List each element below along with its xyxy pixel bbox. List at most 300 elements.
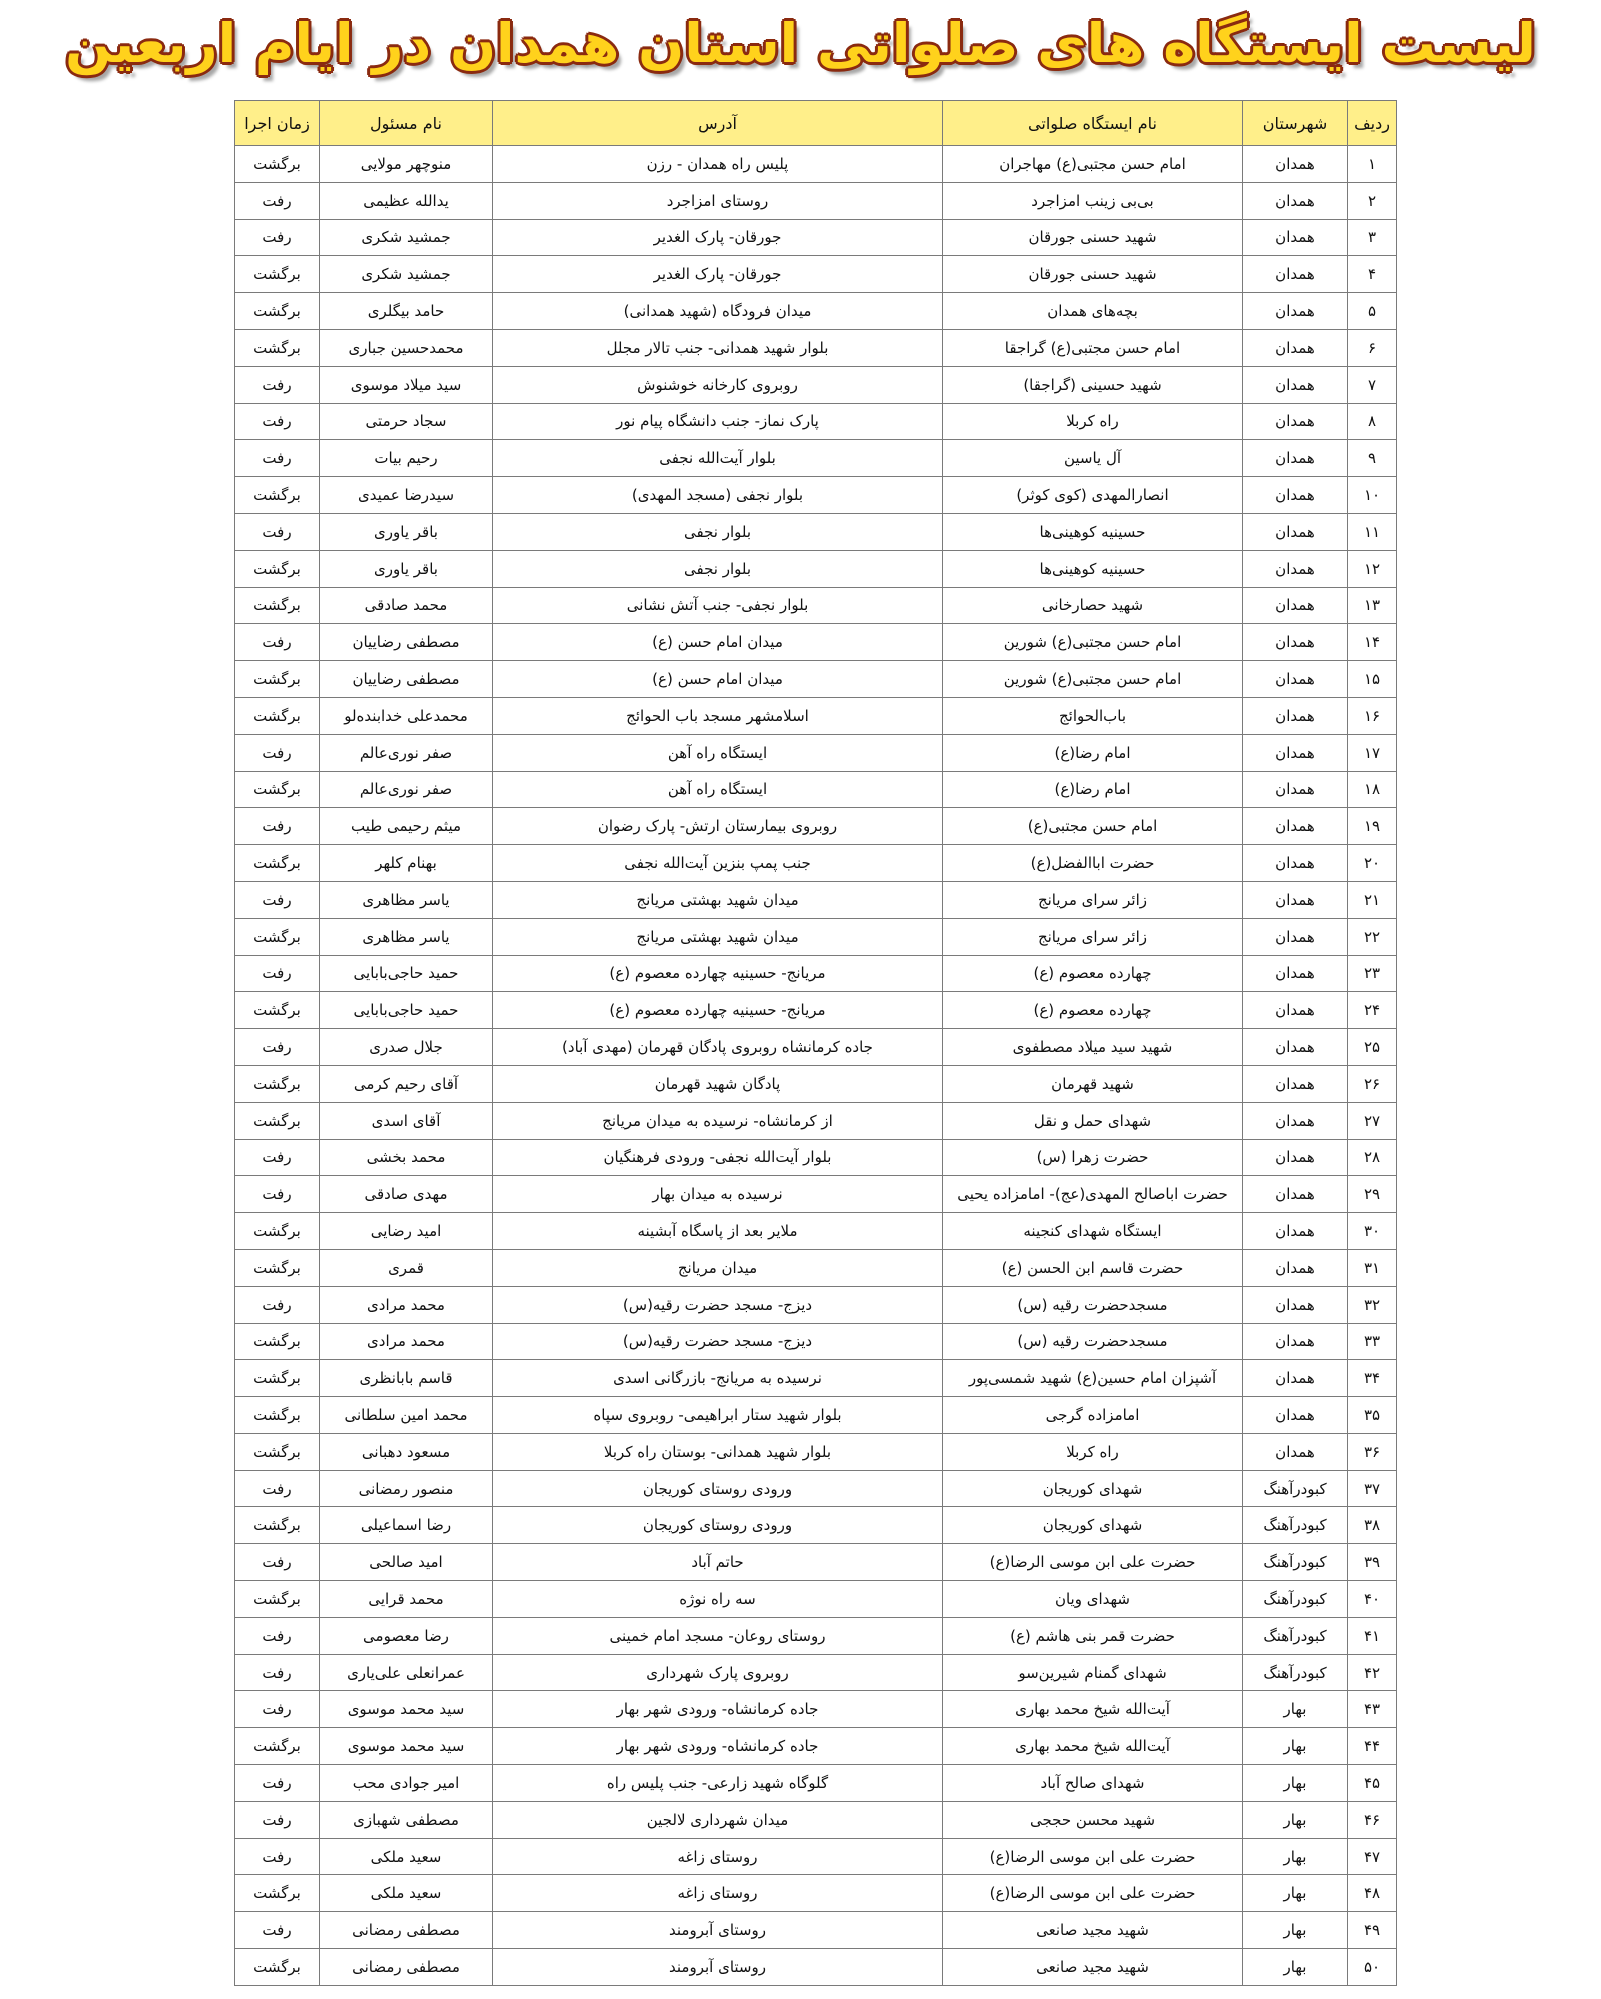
cell-time: رفت [235, 182, 320, 219]
cell-person: منصور رمضانی [320, 1470, 493, 1507]
table-row [235, 1139, 1397, 1176]
table-row [235, 1728, 1397, 1765]
cell-person: رحیم بیات [320, 440, 493, 477]
cell-address: روستای امزاجرد [493, 182, 943, 219]
cell-time: رفت [235, 1617, 320, 1654]
cell-index: ۳۱ [1348, 1249, 1397, 1286]
cell-person: سید محمد موسوی [320, 1691, 493, 1728]
cell-index: ۳ [1348, 219, 1397, 256]
cell-city: همدان [1243, 1360, 1348, 1397]
cell-index: ۳۵ [1348, 1397, 1397, 1434]
cell-station: شهید حسنی جورقان [943, 219, 1243, 256]
cell-time: برگشت [235, 1065, 320, 1102]
cell-person: مهدی صادقی [320, 1176, 493, 1213]
table-row [235, 1286, 1397, 1323]
cell-address: روبروی کارخانه خوشنوش [493, 366, 943, 403]
cell-time: برگشت [235, 550, 320, 587]
cell-time: برگشت [235, 256, 320, 293]
cell-city: همدان [1243, 1323, 1348, 1360]
stations-table [234, 100, 1397, 1986]
table-row [235, 256, 1397, 293]
cell-address: ملایر بعد از پاسگاه آبشینه [493, 1213, 943, 1250]
cell-time: برگشت [235, 918, 320, 955]
cell-time: برگشت [235, 1433, 320, 1470]
header-city: شهرستان [1243, 101, 1348, 146]
cell-time: رفت [235, 955, 320, 992]
cell-index: ۳۲ [1348, 1286, 1397, 1323]
cell-address: مریانج- حسینیه چهارده معصوم (ع) [493, 992, 943, 1029]
cell-station: باب‌الحوائج [943, 697, 1243, 734]
cell-city: بهار [1243, 1875, 1348, 1912]
cell-station: شهدای گمنام شیرین‌سو [943, 1654, 1243, 1691]
cell-time: رفت [235, 219, 320, 256]
cell-time: رفت [235, 1544, 320, 1581]
cell-address: بلوار آیت‌الله نجفی [493, 440, 943, 477]
cell-time: برگشت [235, 1875, 320, 1912]
cell-person: محمد بخشی [320, 1139, 493, 1176]
cell-index: ۲۰ [1348, 845, 1397, 882]
cell-index: ۴۳ [1348, 1691, 1397, 1728]
cell-address: دیزج- مسجد حضرت رقیه(س) [493, 1286, 943, 1323]
cell-time: برگشت [235, 1102, 320, 1139]
table-row [235, 440, 1397, 477]
cell-time: رفت [235, 1691, 320, 1728]
cell-time: رفت [235, 1765, 320, 1802]
header-station: نام ایستگاه صلواتی [943, 101, 1243, 146]
cell-person: جمشید شکری [320, 219, 493, 256]
cell-person: رضا اسماعیلی [320, 1507, 493, 1544]
cell-address: نرسیده به مریانج- بازرگانی اسدی [493, 1360, 943, 1397]
header-time: زمان اجرا [235, 101, 320, 146]
cell-address: دیزج- مسجد حضرت رقیه(س) [493, 1323, 943, 1360]
cell-city: همدان [1243, 771, 1348, 808]
cell-station: بچه‌های همدان [943, 293, 1243, 330]
table-row [235, 1801, 1397, 1838]
cell-station: زائر سرای مریانج [943, 881, 1243, 918]
table-row [235, 1875, 1397, 1912]
cell-person: امید صالحی [320, 1544, 493, 1581]
cell-address: روبروی بیمارستان ارتش- پارک رضوان [493, 808, 943, 845]
table-row [235, 182, 1397, 219]
cell-city: همدان [1243, 1433, 1348, 1470]
cell-time: رفت [235, 403, 320, 440]
cell-city: بهار [1243, 1765, 1348, 1802]
cell-time: برگشت [235, 477, 320, 514]
cell-time: رفت [235, 1029, 320, 1066]
cell-index: ۱۸ [1348, 771, 1397, 808]
table-row [235, 1765, 1397, 1802]
table-row [235, 1691, 1397, 1728]
cell-city: همدان [1243, 513, 1348, 550]
table-row [235, 1029, 1397, 1066]
cell-time: رفت [235, 624, 320, 661]
page-title: لیست ایستگاه های صلواتی استان همدان در ایام اربعین [65, 12, 1536, 75]
cell-city: همدان [1243, 845, 1348, 882]
cell-city: همدان [1243, 697, 1348, 734]
cell-city: همدان [1243, 550, 1348, 587]
cell-index: ۲۶ [1348, 1065, 1397, 1102]
cell-person: یاسر مظاهری [320, 881, 493, 918]
cell-station: امام حسن مجتبی(ع) [943, 808, 1243, 845]
cell-station: حسینیه کوهینی‌ها [943, 513, 1243, 550]
cell-station: آل یاسین [943, 440, 1243, 477]
cell-city: همدان [1243, 219, 1348, 256]
cell-time: برگشت [235, 697, 320, 734]
table-header-row [235, 101, 1397, 146]
cell-address: میدان شهرداری لالجین [493, 1801, 943, 1838]
cell-address: جاده کرمانشاه- ورودی شهر بهار [493, 1728, 943, 1765]
cell-index: ۳۷ [1348, 1470, 1397, 1507]
table-row [235, 1838, 1397, 1875]
cell-time: رفت [235, 1801, 320, 1838]
cell-city: همدان [1243, 1029, 1348, 1066]
cell-station: ایستگاه شهدای کنجینه [943, 1213, 1243, 1250]
cell-city: همدان [1243, 1213, 1348, 1250]
cell-index: ۹ [1348, 440, 1397, 477]
cell-address: بلوار نجفی (مسجد المهدی) [493, 477, 943, 514]
cell-station: شهید حصارخانی [943, 587, 1243, 624]
cell-index: ۳۰ [1348, 1213, 1397, 1250]
cell-person: سید میلاد موسوی [320, 366, 493, 403]
cell-time: برگشت [235, 845, 320, 882]
cell-address: روستای زاغه [493, 1875, 943, 1912]
cell-address: حاتم آباد [493, 1544, 943, 1581]
cell-time: رفت [235, 1654, 320, 1691]
cell-station: حضرت اباالفضل(ع) [943, 845, 1243, 882]
cell-city: کبودرآهنگ [1243, 1654, 1348, 1691]
cell-station: آشپزان امام حسین(ع) شهید شمسی‌پور [943, 1360, 1243, 1397]
cell-time: برگشت [235, 587, 320, 624]
table-row [235, 550, 1397, 587]
cell-person: حامد بیگلری [320, 293, 493, 330]
cell-address: روستای آبرومند [493, 1949, 943, 1986]
cell-address: بلوار نجفی- جنب آتش نشانی [493, 587, 943, 624]
cell-city: همدان [1243, 1102, 1348, 1139]
cell-person: قمری [320, 1249, 493, 1286]
cell-person: صفر نوری‌عالم [320, 734, 493, 771]
cell-index: ۴۲ [1348, 1654, 1397, 1691]
cell-city: همدان [1243, 587, 1348, 624]
cell-index: ۴۸ [1348, 1875, 1397, 1912]
cell-index: ۲۷ [1348, 1102, 1397, 1139]
cell-person: یدالله عظیمی [320, 182, 493, 219]
cell-time: رفت [235, 734, 320, 771]
cell-city: بهار [1243, 1728, 1348, 1765]
cell-index: ۱۵ [1348, 661, 1397, 698]
cell-address: بلوار شهید همدانی- جنب تالار مجلل [493, 329, 943, 366]
cell-address: مریانج- حسینیه چهارده معصوم (ع) [493, 955, 943, 992]
cell-station: آیت‌الله شیخ محمد بهاری [943, 1691, 1243, 1728]
cell-station: حضرت قمر بنی هاشم (ع) [943, 1617, 1243, 1654]
cell-city: همدان [1243, 182, 1348, 219]
cell-city: همدان [1243, 1249, 1348, 1286]
cell-index: ۱۱ [1348, 513, 1397, 550]
table-row [235, 661, 1397, 698]
cell-city: همدان [1243, 293, 1348, 330]
cell-station: چهارده معصوم (ع) [943, 992, 1243, 1029]
cell-station: بی‌بی زینب امزاجرد [943, 182, 1243, 219]
cell-index: ۱۶ [1348, 697, 1397, 734]
cell-city: کبودرآهنگ [1243, 1617, 1348, 1654]
table-row [235, 918, 1397, 955]
cell-index: ۱۴ [1348, 624, 1397, 661]
cell-index: ۴۷ [1348, 1838, 1397, 1875]
cell-person: سیدرضا عمیدی [320, 477, 493, 514]
cell-person: رضا معصومی [320, 1617, 493, 1654]
cell-index: ۴۵ [1348, 1765, 1397, 1802]
cell-person: سجاد حرمتی [320, 403, 493, 440]
cell-person: حمید حاجی‌بابایی [320, 992, 493, 1029]
cell-person: محمد قرایی [320, 1581, 493, 1618]
table-row [235, 1654, 1397, 1691]
cell-address: ایستگاه راه آهن [493, 734, 943, 771]
cell-city: همدان [1243, 1065, 1348, 1102]
table-row [235, 477, 1397, 514]
cell-address: ایستگاه راه آهن [493, 771, 943, 808]
cell-address: سه راه نوژه [493, 1581, 943, 1618]
cell-person: مصطفی رضاییان [320, 661, 493, 698]
cell-station: حضرت علی ابن موسی الرضا(ع) [943, 1838, 1243, 1875]
cell-person: عمرانعلی علی‌یاری [320, 1654, 493, 1691]
table-row [235, 1213, 1397, 1250]
cell-station: شهید محسن حججی [943, 1801, 1243, 1838]
cell-address: میدان مریانج [493, 1249, 943, 1286]
cell-index: ۲۵ [1348, 1029, 1397, 1066]
table-row [235, 697, 1397, 734]
cell-address: میدان شهید بهشتی مریانج [493, 881, 943, 918]
cell-address: میدان شهید بهشتی مریانج [493, 918, 943, 955]
cell-index: ۲۸ [1348, 1139, 1397, 1176]
cell-address: پلیس راه همدان - رزن [493, 146, 943, 183]
table-row [235, 845, 1397, 882]
cell-index: ۲۱ [1348, 881, 1397, 918]
table-row [235, 329, 1397, 366]
cell-station: امام رضا(ع) [943, 734, 1243, 771]
cell-city: همدان [1243, 329, 1348, 366]
cell-address: روستای روعان- مسجد امام خمینی [493, 1617, 943, 1654]
cell-station: مسجدحضرت رقیه (س) [943, 1286, 1243, 1323]
cell-station: شهید مجید صانعی [943, 1912, 1243, 1949]
cell-time: برگشت [235, 661, 320, 698]
cell-station: شهدای صالح آباد [943, 1765, 1243, 1802]
cell-address: ورودی روستای کوریجان [493, 1470, 943, 1507]
cell-person: مسعود دهبانی [320, 1433, 493, 1470]
cell-station: چهارده معصوم (ع) [943, 955, 1243, 992]
cell-city: همدان [1243, 1286, 1348, 1323]
cell-index: ۱۹ [1348, 808, 1397, 845]
cell-address: بلوار نجفی [493, 513, 943, 550]
cell-person: مصطفی رضاییان [320, 624, 493, 661]
cell-person: آقای اسدی [320, 1102, 493, 1139]
cell-address: گلوگاه شهید زارعی- جنب پلیس راه [493, 1765, 943, 1802]
cell-index: ۷ [1348, 366, 1397, 403]
cell-person: سعید ملکی [320, 1875, 493, 1912]
cell-station: زائر سرای مریانج [943, 918, 1243, 955]
cell-index: ۳۳ [1348, 1323, 1397, 1360]
cell-person: یاسر مظاهری [320, 918, 493, 955]
cell-index: ۴۴ [1348, 1728, 1397, 1765]
cell-person: محمد مرادی [320, 1286, 493, 1323]
cell-person: سید محمد موسوی [320, 1728, 493, 1765]
cell-address: اسلامشهر مسجد باب الحوائج [493, 697, 943, 734]
cell-station: شهید حسنی جورقان [943, 256, 1243, 293]
stations-table-container [234, 100, 1396, 1986]
cell-time: برگشت [235, 1360, 320, 1397]
cell-index: ۳۸ [1348, 1507, 1397, 1544]
cell-time: رفت [235, 1139, 320, 1176]
cell-station: شهدای ویان [943, 1581, 1243, 1618]
cell-address: بلوار نجفی [493, 550, 943, 587]
cell-index: ۶ [1348, 329, 1397, 366]
cell-time: رفت [235, 366, 320, 403]
cell-station: شهدای کوریجان [943, 1470, 1243, 1507]
table-row [235, 1249, 1397, 1286]
table-row [235, 955, 1397, 992]
cell-person: بهنام کلهر [320, 845, 493, 882]
cell-person: امید رضایی [320, 1213, 493, 1250]
cell-time: رفت [235, 440, 320, 477]
cell-person: محمدعلی خدابنده‌لو [320, 697, 493, 734]
cell-city: همدان [1243, 808, 1348, 845]
cell-city: همدان [1243, 881, 1348, 918]
cell-city: بهار [1243, 1801, 1348, 1838]
cell-time: رفت [235, 1176, 320, 1213]
cell-person: جمشید شکری [320, 256, 493, 293]
header-person: نام مسئول [320, 101, 493, 146]
table-row [235, 1176, 1397, 1213]
cell-time: رفت [235, 1912, 320, 1949]
cell-person: صفر نوری‌عالم [320, 771, 493, 808]
cell-address: جاده کرمانشاه- ورودی شهر بهار [493, 1691, 943, 1728]
table-row [235, 1949, 1397, 1986]
table-row [235, 881, 1397, 918]
cell-index: ۲۴ [1348, 992, 1397, 1029]
cell-address: جورقان- پارک الغدیر [493, 256, 943, 293]
cell-station: امام رضا(ع) [943, 771, 1243, 808]
cell-index: ۱۳ [1348, 587, 1397, 624]
table-row [235, 587, 1397, 624]
cell-address: میدان امام حسن (ع) [493, 624, 943, 661]
cell-address: میدان فرودگاه (شهید همدانی) [493, 293, 943, 330]
cell-time: برگشت [235, 992, 320, 1029]
cell-city: همدان [1243, 1397, 1348, 1434]
cell-station: حضرت قاسم ابن الحسن (ع) [943, 1249, 1243, 1286]
cell-city: همدان [1243, 624, 1348, 661]
cell-person: حمید حاجی‌بابایی [320, 955, 493, 992]
cell-person: امیر جوادی محب [320, 1765, 493, 1802]
cell-person: میثم رحیمی طیب [320, 808, 493, 845]
cell-person: سعید ملکی [320, 1838, 493, 1875]
table-row [235, 1544, 1397, 1581]
cell-index: ۴۱ [1348, 1617, 1397, 1654]
cell-address: بلوار شهید ستار ابراهیمی- روبروی سپاه [493, 1397, 943, 1434]
cell-address: جورقان- پارک الغدیر [493, 219, 943, 256]
cell-index: ۱۷ [1348, 734, 1397, 771]
cell-city: بهار [1243, 1838, 1348, 1875]
cell-person: جلال صدری [320, 1029, 493, 1066]
table-row [235, 1102, 1397, 1139]
cell-index: ۲ [1348, 182, 1397, 219]
cell-address: میدان امام حسن (ع) [493, 661, 943, 698]
cell-person: محمد صادقی [320, 587, 493, 624]
table-row [235, 1433, 1397, 1470]
table-row [235, 1360, 1397, 1397]
cell-index: ۲۹ [1348, 1176, 1397, 1213]
cell-index: ۳۶ [1348, 1433, 1397, 1470]
cell-city: کبودرآهنگ [1243, 1470, 1348, 1507]
cell-address: بلوار شهید همدانی- بوستان راه کربلا [493, 1433, 943, 1470]
cell-index: ۳۹ [1348, 1544, 1397, 1581]
cell-station: راه کربلا [943, 1433, 1243, 1470]
cell-person: منوچهر مولایی [320, 146, 493, 183]
cell-station: انصارالمهدی (کوی کوثر) [943, 477, 1243, 514]
cell-index: ۳۴ [1348, 1360, 1397, 1397]
cell-time: برگشت [235, 1728, 320, 1765]
cell-time: برگشت [235, 1323, 320, 1360]
cell-city: همدان [1243, 146, 1348, 183]
cell-address: پارک نماز- جنب دانشگاه پیام نور [493, 403, 943, 440]
cell-person: محمد امین سلطانی [320, 1397, 493, 1434]
cell-person: محمد مرادی [320, 1323, 493, 1360]
cell-city: همدان [1243, 256, 1348, 293]
cell-city: همدان [1243, 403, 1348, 440]
cell-time: برگشت [235, 329, 320, 366]
cell-index: ۵ [1348, 293, 1397, 330]
table-row [235, 771, 1397, 808]
cell-address: نرسیده به میدان بهار [493, 1176, 943, 1213]
cell-time: برگشت [235, 1397, 320, 1434]
cell-city: همدان [1243, 477, 1348, 514]
table-row [235, 1470, 1397, 1507]
cell-index: ۱ [1348, 146, 1397, 183]
cell-station: شهدای کوریجان [943, 1507, 1243, 1544]
cell-time: رفت [235, 808, 320, 845]
table-row [235, 366, 1397, 403]
cell-station: امام حسن مجتبی(ع) شورین [943, 661, 1243, 698]
cell-city: کبودرآهنگ [1243, 1507, 1348, 1544]
table-row [235, 1507, 1397, 1544]
table-row [235, 992, 1397, 1029]
table-row [235, 1581, 1397, 1618]
cell-time: برگشت [235, 1213, 320, 1250]
cell-address: از کرمانشاه- نرسیده به میدان مریانج [493, 1102, 943, 1139]
cell-station: امامزاده گرجی [943, 1397, 1243, 1434]
cell-address: جاده کرمانشاه روبروی پادگان قهرمان (مهدی آباد) [493, 1029, 943, 1066]
table-row [235, 1323, 1397, 1360]
cell-station: حضرت زهرا (س) [943, 1139, 1243, 1176]
cell-index: ۲۲ [1348, 918, 1397, 955]
cell-index: ۸ [1348, 403, 1397, 440]
header-index: ردیف [1348, 101, 1397, 146]
cell-station: حضرت اباصالح المهدی(عج)- امامزاده یحیی [943, 1176, 1243, 1213]
table-row [235, 293, 1397, 330]
cell-city: همدان [1243, 734, 1348, 771]
header-address: آدرس [493, 101, 943, 146]
cell-time: رفت [235, 1470, 320, 1507]
table-body [235, 146, 1397, 1986]
cell-city: همدان [1243, 440, 1348, 477]
cell-person: محمدحسین جباری [320, 329, 493, 366]
cell-address: بلوار آیت‌الله نجفی- ورودی فرهنگیان [493, 1139, 943, 1176]
table-row [235, 1617, 1397, 1654]
cell-station: شهدای حمل و نقل [943, 1102, 1243, 1139]
cell-index: ۴۹ [1348, 1912, 1397, 1949]
table-row [235, 513, 1397, 550]
table-row [235, 1912, 1397, 1949]
cell-time: رفت [235, 1286, 320, 1323]
cell-city: همدان [1243, 1176, 1348, 1213]
cell-time: برگشت [235, 1949, 320, 1986]
